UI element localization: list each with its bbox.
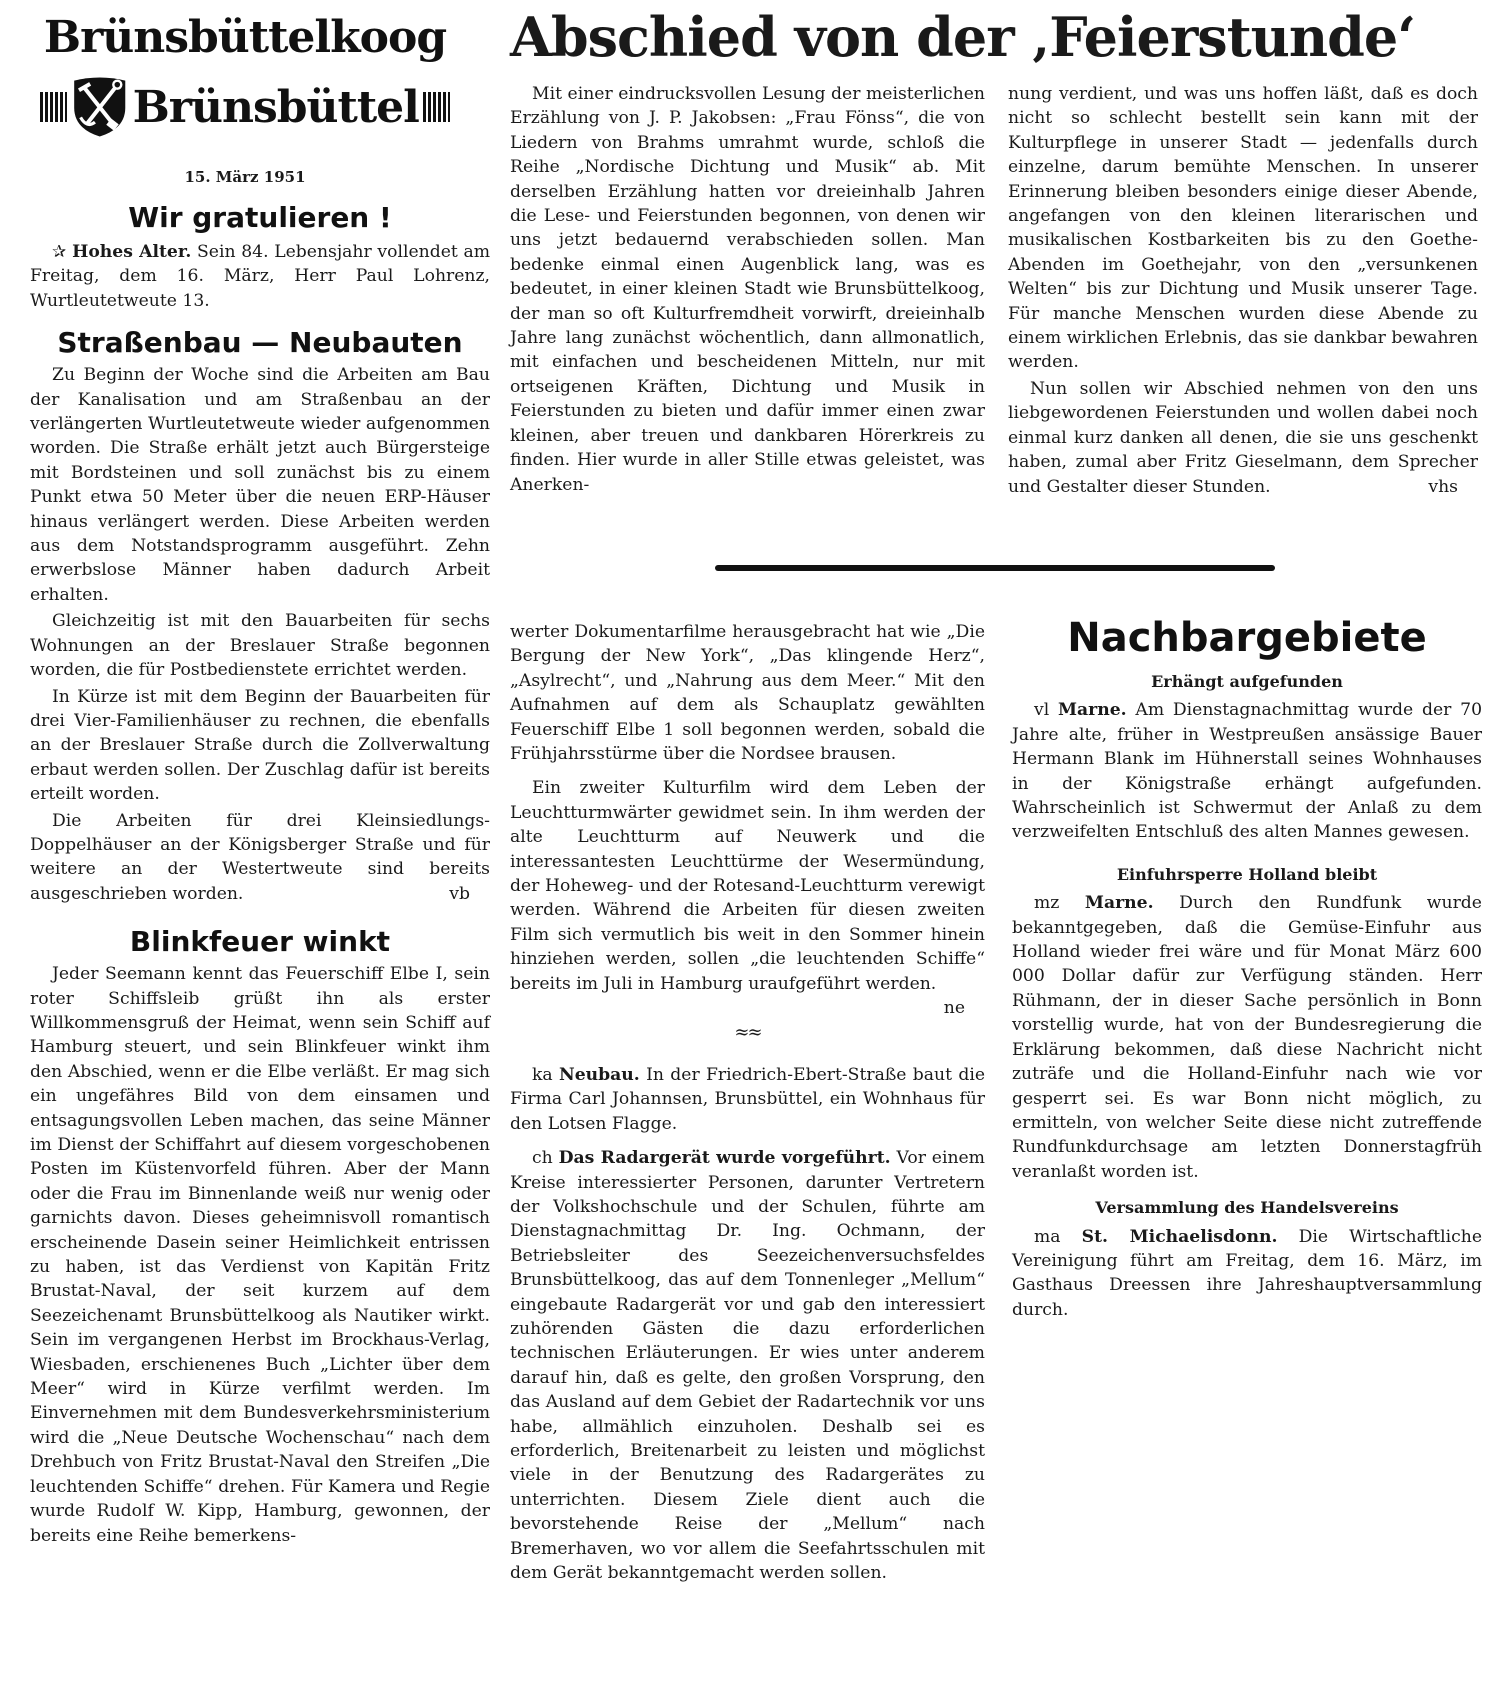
masthead-title-line1: Brünsbüttelkoog [43, 12, 447, 63]
author-initials: ma [1034, 1226, 1061, 1247]
strassenbau-paragraph-2: Gleichzeitig ist mit den Bauarbeiten für sechs Wohnungen an der Breslauer Straße begonnen worden, die für Postbedienstete errichtet werden. [30, 611, 490, 681]
radar-lead: Das Radargerät wurde vorgeführt. [558, 1148, 891, 1169]
masthead-title-line2: Brünsbüttel [132, 81, 419, 133]
abschied-paragraph-3 [1008, 377, 1478, 499]
right-column [1012, 612, 1482, 1322]
blinkfeuer-paragraph: Jeder Seemann kennt das Feuerschiff Elbe I, sein roter Schiffsleib grüßt ihn als erster Willkommensgruß der Heimat, wenn sein Schiff auf Hamburg steuert, und sein Blinkfeuer winkt ihm den Abschied, wenn er die Elbe verläßt. Er mag sich ein ungefähres Bild von dem einsamen und entsagungsvollen Leben machen, das seine Männer im Dienst der Schiffahrt auf diesem vorgeschobenen Posten im Küstenvorfeld führen. Aber der Mann oder die Frau im Binnenlande weiß nur wenig oder garnichts davon. Dieses geheimnisvoll romantisch erscheinende Dasein seiner Heimlichkeit entrissen zu haben, ist das Verdienst von Kapitän Fritz Brustat-Naval, der seit kurzem auf dem Seezeichenamt Brunsbüttelkoog als Nautiker wirkt. Sein im vergangenen Herbst im Brockhaus-Verlag, Wiesbaden, erschienenes Buch „Lichter über dem Meer“ wird in Kürze verfilmt werden. Im Einvernehmen mit dem Bundesverkehrsministerium wird die „Neue Deutsche Wochenschau“ nach dem Drehbuch von Fritz Brustat-Naval den Streifen „Die leuchtenden Schiffe“ drehen. Für Kamera und Regie wurde Rudolf W. Kipp, Hamburg, gewonnen, der bereits eine Reihe bemerkens- [30, 964, 490, 1546]
versammlung-item [1012, 1225, 1482, 1323]
place-lead: Marne. [1058, 700, 1127, 721]
neubau-item [510, 1063, 985, 1136]
author-initials: ch [532, 1148, 553, 1169]
masthead [40, 10, 450, 160]
blinkfeuer-continuation-2-text: Ein zweiter Kulturfilm wird dem Leben der Leuchtturmwärter gewidmet sein. In ihm werden der alte Leuchtturm auf Neuwerk und die interessantesten Leuchttürme der Wesermündung, der Hoheweg- und der Rotesand-Leuchtturm verewigt werden. Während die Arbeiten für diesen zweiten Film sich vermutlich bis weit in den Sommer hinein hinziehen werden, sollen „die leuchtenden Schiffe“ bereits im Juli in Hamburg uraufgeführt werden. [510, 778, 985, 994]
section-title-nachbargebiete: Nachbargebiete [1067, 615, 1427, 661]
radar-item [510, 1146, 985, 1585]
left-column [30, 198, 490, 1548]
section-title-strassenbau: Straßenbau — Neubauten [57, 326, 463, 360]
author-signature: vhs [1428, 476, 1458, 497]
place-lead: St. Michaelisdonn. [1081, 1226, 1278, 1247]
section-title-gratulation: Wir gratulieren ! [128, 201, 392, 234]
strassenbau-paragraph-4 [30, 809, 490, 907]
coat-of-arms-icon [71, 68, 128, 146]
section-title-blinkfeuer: Blinkfeuer winkt [129, 925, 391, 959]
radar-text: Vor einem Kreise interessierter Personen, darunter Vertretern der Volkshochschule und der Schulen, führte am Dienstagnachmittag Dr. Ing. Ochmann, der Betriebsleiter des Seezeichenversuchsfeldes Brunsbüttelkoog, das auf dem Tonnenleger „Mellum“ eingebaute Radargerät vor und gab den interessiert zuhörenden Gästen die dazu erforderlichen technischen Erläuterungen. Er wies unter anderem darauf hin, daß es gelte, den großen Vorsprung, den das Ausland auf dem Gebiet der Radartechnik vor uns habe, allmählich einzuholen. Deshalb sei es erforderlich, Breitenarbeit zu leisten und möglichst viele in der Benutzung des Radargerätes zu unterrichten. Diesem Ziele dient auch die bevorstehende Reise der „Mellum“ nach Bremerhaven, wo vor allem die Seefahrtsschulen mit dem Gerät bekanntgemacht werden sollen. [510, 1148, 985, 1584]
abschied-paragraph-3-text: Nun sollen wir Abschied nehmen von den uns liebgewordenen Feierstunden und wollen dabei noch einmal kurz danken all denen, die sie uns geschenkt haben, zumal aber Fritz Gieselmann, dem Sprecher und Gestalter dieser Stunden. [1008, 378, 1478, 497]
blinkfeuer-continuation-1: werter Dokumentarfilme herausgebracht hat wie „Die Bergung der New York“, „Das klingende Herz“, „Asylrecht“, und „Nahrung aus dem Meer.“ Mit den Aufnahmen auf dem als Schauplatz gewählten Feuerschiff Elbe 1 soll begonnen werden, sobald die Frühjahrsstürme über die Nordsee brausen. [510, 622, 985, 765]
wave-divider-icon: ≈≈ [734, 1021, 761, 1043]
blinkfeuer-continuation-2 [510, 776, 985, 1019]
author-signature: ne [943, 998, 965, 1019]
subtitle-versammlung: Versammlung des Handelsvereins [1095, 1198, 1399, 1218]
abschied-column-2 [1008, 82, 1478, 499]
section-divider-rule [715, 565, 1275, 571]
versammlung-text: Die Wirtschaftliche Vereinigung führt am Freitag, dem 16. März, im Gasthaus Dreessen ihre Jahreshauptversammlung durch. [1012, 1226, 1483, 1320]
einfuhrsperre-text: Durch den Rundfunk wurde bekanntgegeben, daß die Gemüse-Einfuhr aus Holland wieder frei wäre und für Monat März 600 000 Dollar dafür zur Verfügung ständen. Herr Rühmann, der in dieser Sache persönlich in Bonn vorstellig wurde, hat von der Bundesregierung die Erklärung bekommen, daß diese Nachricht nicht zuträfe und die Holland-Einfuhr nach wie vor gesperrt sei. Es war Bonn nicht möglich, zu ermitteln, von welcher Seite diese nicht zutreffende Rundfunkdurchsage am letzten Donnerstagfrüh veranlaßt worden ist. [1012, 893, 1482, 1182]
gratulation-paragraph [30, 240, 490, 313]
headline-abschied: Abschied von der ‚Feierstunde‘ [510, 5, 1416, 69]
einfuhrsperre-item [1012, 891, 1482, 1184]
author-initials: ka [532, 1064, 553, 1085]
subtitle-einfuhrsperre: Einfuhrsperre Holland bleibt [1116, 864, 1378, 884]
author-initials: mz [1034, 893, 1060, 914]
author-initials: vl [1034, 700, 1050, 721]
author-signature: vb [449, 883, 470, 904]
strassenbau-paragraph-1: Zu Beginn der Woche sind die Arbeiten am Bau der Kanalisation und am Straßenbau an der verlängerten Wurtleutetweute wieder aufgenommen worden. Die Straße erhält jetzt auch Bürgersteige mit Bordsteinen und soll zunächst bis zu einem Punkt etwa 50 Meter über die neuen ERP-Häuser hinaus verlängert werden. Diese Arbeiten werden aus dem Notstandsprogramm ausgeführt. Zehn erwerbslose Männer haben dadurch Arbeit erhalten. [30, 365, 490, 605]
neubau-text: In der Friedrich-Ebert-Straße baut die Firma Carl Johannsen, Brunsbüttel, ein Wohnhaus für den Lotsen Flagge. [510, 1064, 986, 1134]
place-lead: Marne. [1084, 893, 1154, 914]
ribbon-left-decoration [40, 92, 67, 122]
ribbon-right-decoration [423, 92, 450, 122]
strassenbau-paragraph-4-text: Die Arbeiten für drei Kleinsiedlungs-Doppelhäuser an der Königsberger Straße und für weitere an der Westertweute sind bereits ausgeschrieben worden. [30, 810, 490, 904]
issue-date: 15. März 1951 [184, 168, 306, 186]
abschied-paragraph-1: Mit einer eindrucksvollen Lesung der meisterlichen Erzählung von J. P. Jakobsen: „Frau Fönss“, die von Liedern von Brahms umrahmt wurde, schloß die Reihe „Nordische Dichtung und Musik“ ab. Mit derselben Erzählung hatten vor dreieinhalb Jahren die Lese- und Feierstunden begonnen, von denen wir uns jetzt bedauernd verabschieden sollen. Man bedenke einmal einen Augenblick lang, was es bedeutet, in einer kleinen Stadt wie Brunsbüttelkoog, der man so oft Kulturfremdheit vorwirft, dreieinhalb Jahre lang zunächst wöchentlich, dann allmonatlich, mit einfachen und bescheidenen Mitteln, nur mit ortseigenen Kräften, Dichtung und Musik in Feierstunden zu bieten und dafür immer einen zwar kleinen, aber treuen und dankbaren Hörerkreis zu finden. Hier wurde in aller Stille etwas geleistet, was Anerken- [510, 84, 985, 495]
neubau-lead: Neubau. [559, 1064, 640, 1085]
abschied-paragraph-2: nung verdient, und was uns hoffen läßt, daß es doch nicht so schlecht bestellt sein kann mit der Kulturpflege in unserer Stadt — jedenfalls durch einzelne, darum bemühte Menschen. In unserer Erinnerung bleiben besonders einige dieser Abende, angefangen von den kleinen literarischen und musikalischen Kostbarkeiten bis zu den Goethe-Abenden im Goethejahr, von den „versunkenen Welten“ bis zur Dichtung und Musik unserer Tage. Für manche Menschen wurden diese Abende zu einem wirklichen Erlebnis, das sie dankbar bewahren werden. [1008, 84, 1478, 373]
subtitle-erhaengt: Erhängt aufgefunden [1151, 672, 1343, 691]
gratulation-lead: Hohes Alter. [72, 242, 192, 262]
strassenbau-paragraph-3: In Kürze ist mit dem Beginn der Bauarbeiten für drei Vier-Familienhäuser zu rechnen, die ebenfalls an der Breslauer Straße durch die Zollverwaltung erbaut werden sollen. Der Zuschlag dafür ist bereits erteilt worden. [30, 686, 490, 805]
gratulation-text: Sein 84. Lebensjahr vollendet am Freitag, dem 16. März, Herr Paul Lohrenz, Wurtleutetweute 13. [30, 242, 490, 311]
star-icon: ✰ [52, 242, 67, 262]
middle-column [510, 620, 985, 1585]
erhaengt-text: Am Dienstagnachmittag wurde der 70 Jahre alte, früher in Westpreußen ansässige Bauer Hermann Blank im Hühnerstall seines Wohnhauses in der Königstraße erhängt aufgefunden. Wahrscheinlich ist Schwermut der Anlaß zu dem verzweifelten Entschluß des alten Mannes gewesen. [1012, 700, 1483, 843]
abschied-column-1 [510, 82, 985, 497]
erhaengt-item [1012, 698, 1482, 844]
